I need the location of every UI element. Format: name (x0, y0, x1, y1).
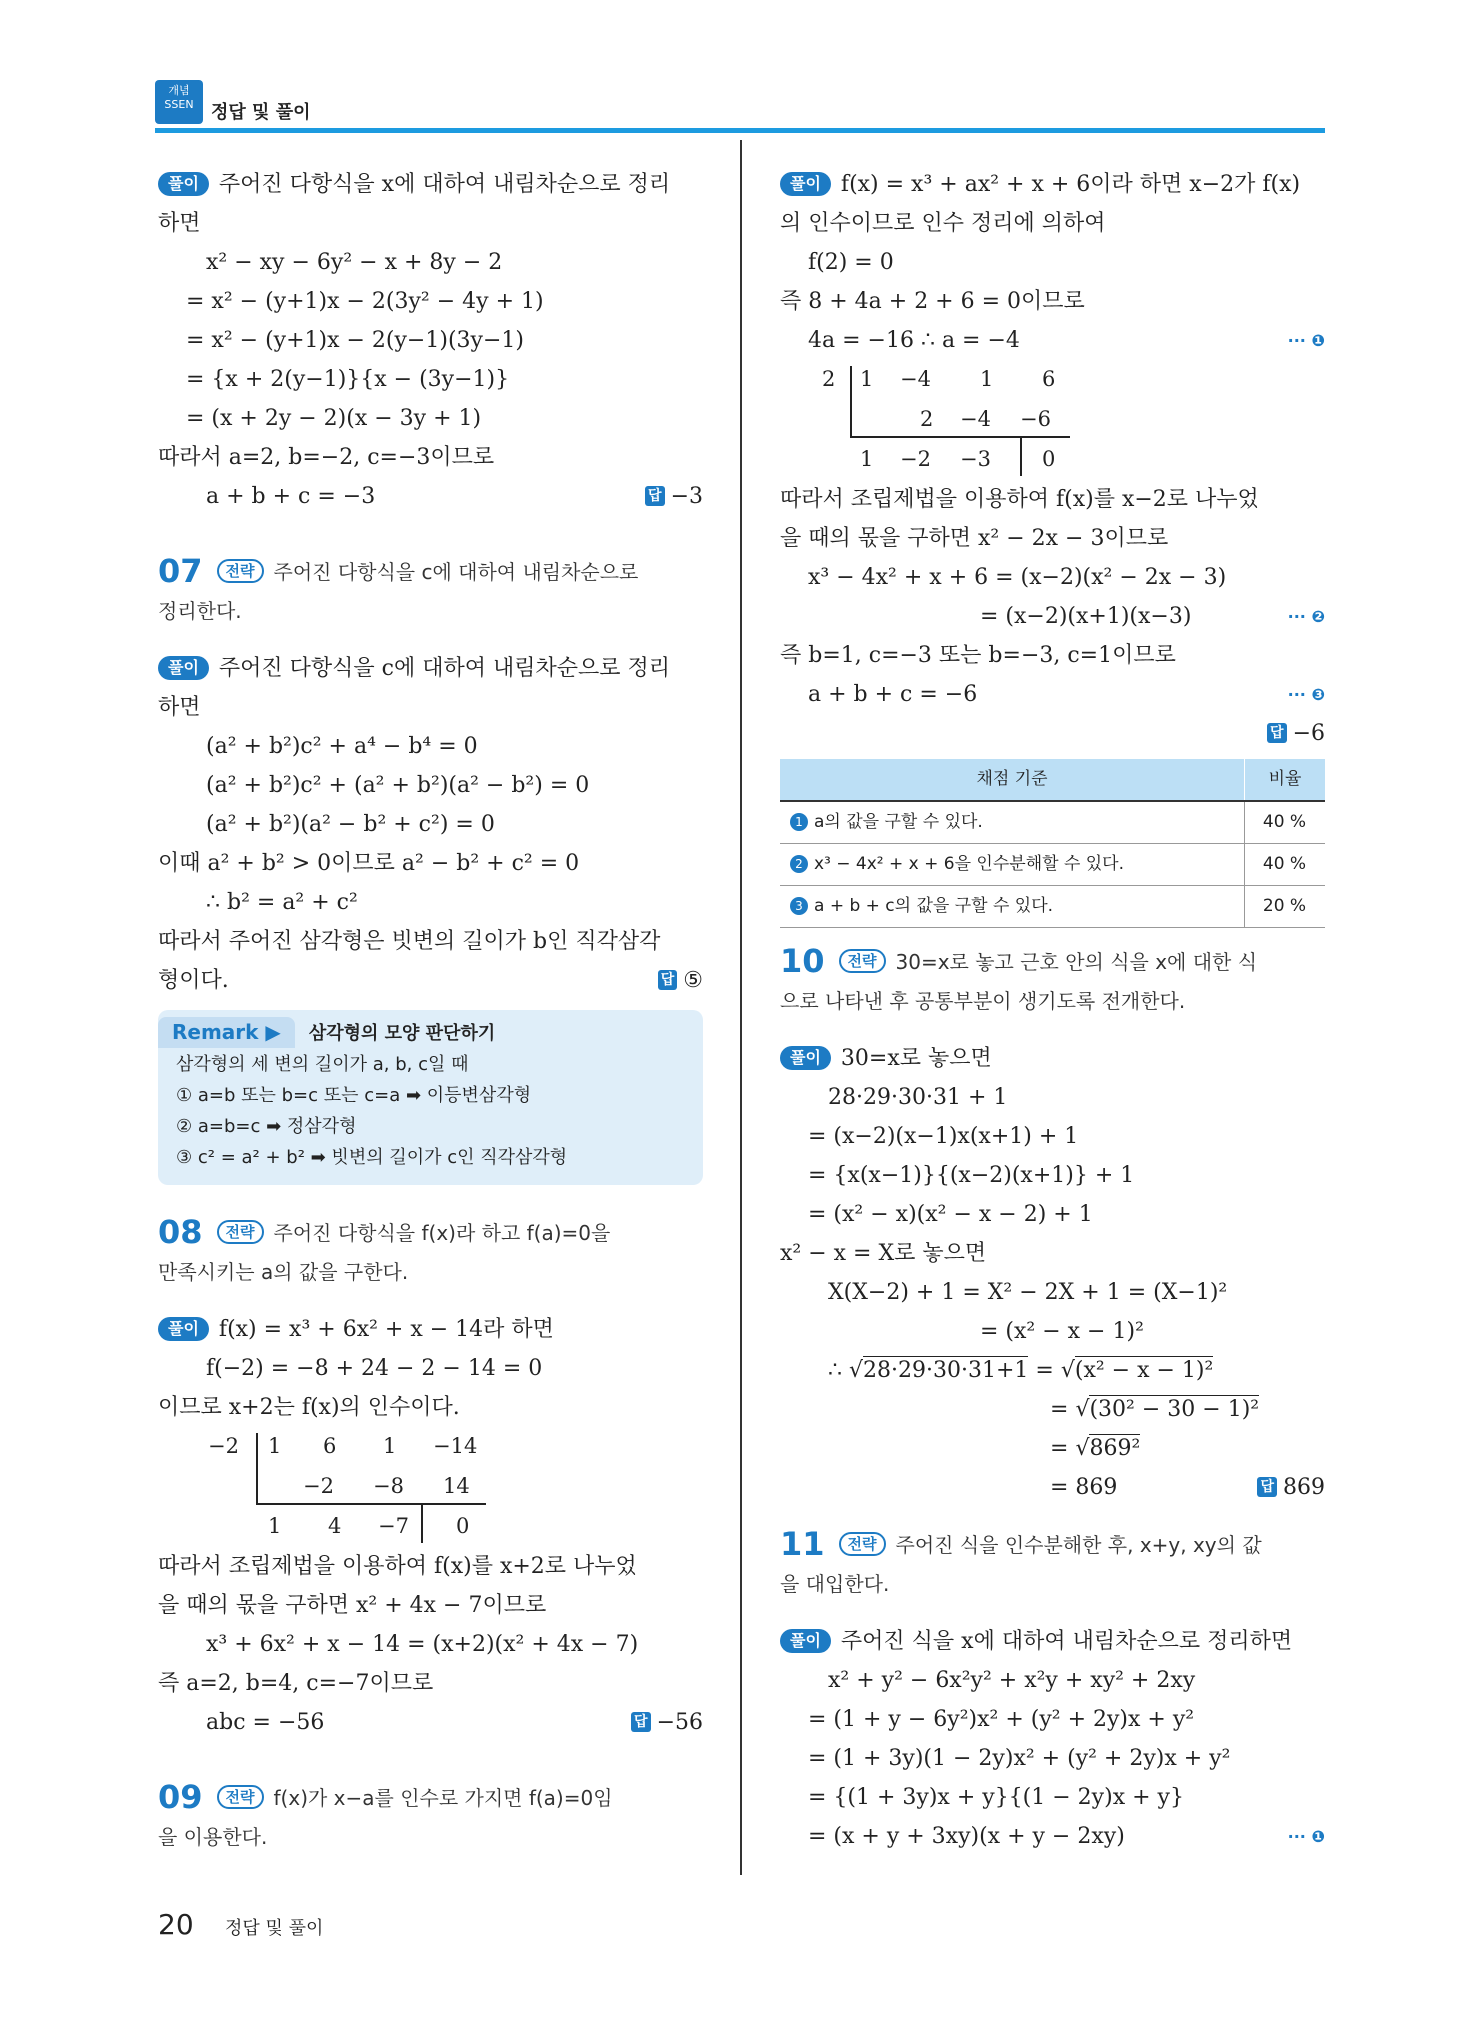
step-marker: ··· ❸ (1287, 685, 1325, 704)
math-line: ∴ b² = a² + c² (206, 890, 358, 915)
remark-line: ① a=b 또는 b=c 또는 c=a ➡ 이등변삼각형 (176, 1085, 532, 1106)
synth-cell: −2 (900, 447, 931, 471)
radicand: 869² (1089, 1436, 1141, 1461)
radicand: (30² − 30 − 1)² (1089, 1397, 1260, 1422)
table-header: 비율 (1245, 759, 1326, 801)
math-line: = (x² − x)(x² − x − 2) + 1 (808, 1202, 1093, 1227)
column-divider (740, 140, 742, 1875)
question-number: 11 (780, 1525, 825, 1563)
math-line: = (1 + y − 6y²)x² + (y² + 2y)x + y² (808, 1707, 1195, 1732)
math-line: = x² − (y+1)x − 2(3y² − 4y + 1) (186, 289, 544, 314)
math-line: X(X−2) + 1 = X² − 2X + 1 = (X−1)² (828, 1280, 1228, 1305)
math-line: 이므로 x+2는 f(x)의 인수이다. (158, 1395, 460, 1420)
answer-badge: 답 (631, 1712, 651, 1732)
synth-divisor: 2 (822, 367, 836, 391)
synth-cell: 0 (1042, 447, 1056, 471)
synth-cell: 6 (323, 1434, 337, 1458)
synthetic-division (158, 1427, 703, 1547)
math-line: 4a = −16 ∴ a = −4 (808, 328, 1020, 353)
math-text: ∴ (828, 1358, 849, 1383)
right-column: 풀이 f(x) = x³ + ax² + x + 6이라 하면 x−2가 f(x) 의 인수이므로 인수 정리에 의하여 f(2) = 0 즉 8 + 4a + 2 + 6 = 0이므로 4a = −16 ∴ a = −4 ··· ❶ 2 1 −4 1 6 2 −4 −6 1 −2 −3 0 따라서 조립제법을 이용하여 f(x)를 x−2로 나누었 을 때의 몫을 구하면 x² − 2x − 3이므로 x³ − 4x² + x + 6 = (x−2)(x² − 2x − 3) = (x−2)(x+1)(x−3) ··· ❷ 즉 b=1, c=−3 또는 b=−3, c=1이므로 a + b + c = −6 ··· ❸ 답 −6 채점 기준 비율 1 a의 값을 구할 수 있다. 40 % 2 x³ − 4x² + x + 6을 인수분해할 수 있다. 40 % 3 a + b + c의 값을 구할 수 있다. 20 % 10 전략 30=x로 놓고 근호 안의 식을 x에 대한 식 으로 나타낸 후 공통부분이 생기도록 전개한다. 풀이 30=x로 놓으면 28·29·30·31 + 1 = (x−2)(x−1)x(x+1) + 1 = {x(x−1)}{(x−2)(x+1)} + 1 = (x² − x)(x² − x − 2) + 1 x² − x = X로 놓으면 X(X−2) + 1 = X² − 2X + 1 = (X−1)² = (x² − x − 1)² ∴ √28·29·30·31+1 = √(x² − x − 1)² = √(30² − 30 − 1)² = √869² = 869 답 869 11 전략 주어진 식을 인수분해한 후, x+y, xy의 값 을 대입한다. 풀이 주어진 식을 x에 대하여 내림차순으로 정리하면 x² + y² − 6x²y² + x²y + xy² + 2xy = (1 + y − 6y²)x² + (y² + 2y)x + y² = (1 + 3y)(1 − 2y)x² + (y² + 2y)x + y² = {(1 + 3y)x + y}{(1 − 2y)x + y} = (x + y + 3xy)(x + y − 2xy) ··· ❶ (780, 165, 1325, 1856)
synth-cell: −4 (960, 407, 991, 431)
sol-text: 주어진 다항식을 x에 대하여 내림차순으로 정리 (218, 172, 671, 197)
remark-tag: Remark ▶ (158, 1017, 295, 1048)
math-line: = (x−2)(x+1)(x−3) (980, 604, 1192, 629)
sol-badge: 풀이 (780, 172, 831, 196)
step-marker: ··· ❶ (1287, 1827, 1325, 1846)
table-row (780, 844, 1325, 886)
sol-text: f(x) = x³ + ax² + x + 6이라 하면 x−2가 f(x) (840, 172, 1301, 197)
synth-hline (256, 1503, 486, 1505)
table-row (780, 886, 1325, 928)
conclusion: 을 때의 몫을 구하면 x² − 2x − 3이므로 (780, 526, 1169, 551)
step-number-icon: 1 (790, 813, 808, 831)
criteria-text: a + b + c의 값을 구할 수 있다. (814, 896, 1054, 916)
step-number-icon: 2 (790, 855, 808, 873)
strategy-badge: 전략 (217, 559, 264, 583)
footer-title: 정답 및 풀이 (225, 1918, 324, 1939)
math-line: (a² + b²)c² + (a² + b²)(a² − b²) = 0 (206, 773, 590, 798)
strategy-text: 30=x로 놓고 근호 안의 식을 x에 대한 식 (895, 950, 1258, 974)
answer-value: −6 (1292, 721, 1325, 746)
conclusion: 따라서 조립제법을 이용하여 f(x)를 x+2로 나누었 (158, 1554, 637, 1579)
sol-text: 하면 (158, 695, 201, 720)
math-line: = x² − (y+1)x − 2(y−1)(3y−1) (186, 328, 524, 353)
left-column (158, 165, 703, 1857)
question-number: 07 (158, 552, 203, 590)
sqrt-icon: √ (849, 1358, 864, 1383)
criteria-text: a의 값을 구할 수 있다. (814, 812, 983, 832)
answer (631, 1703, 703, 1742)
synth-cell: 1 (860, 367, 874, 391)
table-header: 채점 기준 (780, 759, 1245, 801)
synth-vline (256, 1433, 258, 1503)
strategy-badge: 전략 (839, 1532, 886, 1556)
synth-cell: −8 (373, 1474, 404, 1498)
synth-hline (850, 436, 1070, 438)
conclusion: 따라서 조립제법을 이용하여 f(x)를 x−2로 나누었 (780, 487, 1259, 512)
math-line: 이때 a² + b² > 0이므로 a² − b² + c² = 0 (158, 851, 580, 876)
math-line: (a² + b²)c² + a⁴ − b⁴ = 0 (206, 734, 478, 759)
radicand: (x² − x − 1)² (1074, 1358, 1214, 1383)
remark-box (158, 1010, 703, 1185)
math-line: 28·29·30·31 + 1 (828, 1085, 1008, 1110)
page-header (155, 80, 1325, 132)
sol-text: 주어진 식을 x에 대하여 내림차순으로 정리하면 (840, 1629, 1293, 1654)
ratio-cell: 40 % (1245, 844, 1326, 886)
math-line: = (x² − x − 1)² (980, 1319, 1144, 1344)
math-line: x² − x = X로 놓으면 (780, 1241, 987, 1266)
math-line: x² − xy − 6y² − x + 8y − 2 (206, 250, 503, 275)
synth-cell: −14 (433, 1434, 478, 1458)
answer-badge: 답 (658, 970, 678, 990)
sol-text: 주어진 다항식을 c에 대하여 내림차순으로 정리 (218, 656, 670, 681)
strategy-text: f(x)가 x−a를 인수로 가지면 f(a)=0임 (273, 1786, 613, 1810)
synth-cell: 2 (920, 407, 934, 431)
math-line: x³ − 4x² + x + 6 = (x−2)(x² − 2x − 3) (808, 565, 1227, 590)
radicand: 28·29·30·31+1 (863, 1358, 1029, 1383)
synth-cell: −2 (303, 1474, 334, 1498)
math-text: = (1028, 1358, 1061, 1383)
strategy-text: 을 이용한다. (158, 1825, 268, 1849)
final-expression: = 869 (1050, 1475, 1118, 1500)
synth-cell: 1 (980, 367, 994, 391)
ratio-cell: 20 % (1245, 886, 1326, 928)
brand-logo: 개념 SSEN (155, 80, 203, 124)
answer-badge: 답 (645, 486, 665, 506)
synth-divisor: −2 (208, 1434, 239, 1458)
conclusion: 형이다. (158, 968, 229, 993)
strategy-text: 을 대입한다. (780, 1572, 890, 1596)
step-marker: ··· ❶ (1287, 331, 1325, 350)
table-row (780, 801, 1325, 844)
strategy-text: 주어진 다항식을 c에 대하여 내림차순으로 (273, 560, 639, 584)
header-divider (155, 128, 1325, 133)
answer (1267, 714, 1325, 753)
sol-badge: 풀이 (158, 172, 209, 196)
step-marker: ··· ❷ (1287, 607, 1325, 626)
strategy-text: 주어진 식을 인수분해한 후, x+y, xy의 값 (895, 1533, 1262, 1557)
sol-badge: 풀이 (780, 1629, 831, 1653)
strategy-badge: 전략 (839, 949, 886, 973)
answer-badge: 답 (1257, 1477, 1277, 1497)
synth-cell: −3 (960, 447, 991, 471)
synth-cell: 0 (456, 1514, 470, 1538)
math-line: x³ + 6x² + x − 14 = (x+2)(x² + 4x − 7) (206, 1632, 639, 1657)
final-expression: a + b + c = −3 (206, 484, 376, 509)
synth-box (421, 1505, 423, 1543)
answer-value: ⑤ (683, 968, 703, 993)
synth-cell: −6 (1020, 407, 1051, 431)
synth-cell: 6 (1042, 367, 1056, 391)
math-line: = {x(x−1)}{(x−2)(x+1)} + 1 (808, 1163, 1135, 1188)
criteria-text: x³ − 4x² + x + 6을 인수분해할 수 있다. (814, 854, 1125, 874)
header-title: 정답 및 풀이 (211, 102, 311, 123)
strategy-text: 으로 나타낸 후 공통부분이 생기도록 전개한다. (780, 989, 1186, 1013)
sol-badge: 풀이 (158, 1317, 209, 1341)
math-line: 즉 a=2, b=4, c=−7이므로 (158, 1671, 434, 1696)
answer-value: −3 (670, 484, 703, 509)
math-line: = (x−2)(x−1)x(x+1) + 1 (808, 1124, 1079, 1149)
synth-cell: 14 (443, 1474, 470, 1498)
math-line: 즉 8 + 4a + 2 + 6 = 0이므로 (780, 289, 1085, 314)
sqrt-icon: √ (1075, 1436, 1090, 1461)
math-line: f(−2) = −8 + 24 − 2 − 14 = 0 (206, 1356, 543, 1381)
strategy-text: 만족시키는 a의 값을 구한다. (158, 1260, 409, 1284)
answer (645, 477, 703, 516)
answer-value: 869 (1283, 1475, 1325, 1500)
math-line: x² + y² − 6x²y² + x²y + xy² + 2xy (828, 1668, 1196, 1693)
strategy-badge: 전략 (217, 1785, 264, 1809)
answer (658, 961, 703, 1000)
math-line: 즉 b=1, c=−3 또는 b=−3, c=1이므로 (780, 643, 1176, 668)
remark-line: ③ c² = a² + b² ➡ 빗변의 길이가 c인 직각삼각형 (176, 1147, 568, 1168)
sqrt-icon: √ (1060, 1358, 1075, 1383)
sqrt-icon: √ (1075, 1397, 1090, 1422)
final-expression: abc = −56 (206, 1710, 325, 1735)
question-number: 10 (780, 942, 825, 980)
sol-text: 하면 (158, 211, 201, 236)
sol-badge: 풀이 (780, 1046, 831, 1070)
strategy-badge: 전략 (217, 1220, 264, 1244)
synth-cell: −7 (378, 1514, 409, 1538)
step-number-icon: 3 (790, 897, 808, 915)
synth-cell: 1 (860, 447, 874, 471)
conclusion: 을 때의 몫을 구하면 x² + 4x − 7이므로 (158, 1593, 547, 1618)
synth-cell: 4 (328, 1514, 342, 1538)
strategy-text: 주어진 다항식을 f(x)라 하고 f(a)=0을 (273, 1221, 611, 1245)
math-line: = (x + y + 3xy)(x + y − 2xy) (808, 1824, 1125, 1849)
synth-vline (850, 366, 852, 436)
math-line: f(2) = 0 (808, 250, 894, 275)
synth-cell: 1 (268, 1514, 282, 1538)
sol-badge: 풀이 (158, 656, 209, 680)
page-number: 20 (158, 1908, 194, 1941)
synth-cell: −4 (900, 367, 931, 391)
answer-badge: 답 (1267, 723, 1287, 743)
conclusion: 따라서 주어진 삼각형은 빗변의 길이가 b인 직각삼각 (158, 929, 661, 954)
sol-text: 의 인수이므로 인수 정리에 의하여 (780, 211, 1106, 236)
answer (1257, 1468, 1325, 1507)
answer-value: −56 (656, 1710, 703, 1735)
final-expression: a + b + c = −6 (808, 682, 978, 707)
synthetic-division (780, 360, 1325, 480)
conclusion: 따라서 a=2, b=−2, c=−3이므로 (158, 445, 495, 470)
math-line: = {x + 2(y−1)}{x − (3y−1)} (186, 367, 510, 392)
synth-box (1020, 438, 1022, 476)
math-line: = {(1 + 3y)x + y}{(1 − 2y)x + y} (808, 1785, 1184, 1810)
question-number: 08 (158, 1213, 203, 1251)
math-line: = (1 + 3y)(1 − 2y)x² + (y² + 2y)x + y² (808, 1746, 1231, 1771)
synth-cell: 1 (268, 1434, 282, 1458)
remark-line: ② a=b=c ➡ 정삼각형 (176, 1116, 357, 1137)
strategy-text: 정리한다. (158, 599, 242, 623)
ratio-cell: 40 % (1245, 801, 1326, 844)
synth-cell: 1 (383, 1434, 397, 1458)
math-line: = (x + 2y − 2)(x − 3y + 1) (186, 406, 482, 431)
question-number: 09 (158, 1778, 203, 1816)
sol-text: 30=x로 놓으면 (840, 1046, 992, 1071)
remark-title: 삼각형의 모양 판단하기 (308, 1023, 496, 1044)
remark-line: 삼각형의 세 변의 길이가 a, b, c일 때 (176, 1054, 469, 1075)
grading-table (780, 759, 1325, 928)
sol-text: f(x) = x³ + 6x² + x − 14라 하면 (218, 1317, 554, 1342)
math-line: (a² + b²)(a² − b² + c²) = 0 (206, 812, 495, 837)
